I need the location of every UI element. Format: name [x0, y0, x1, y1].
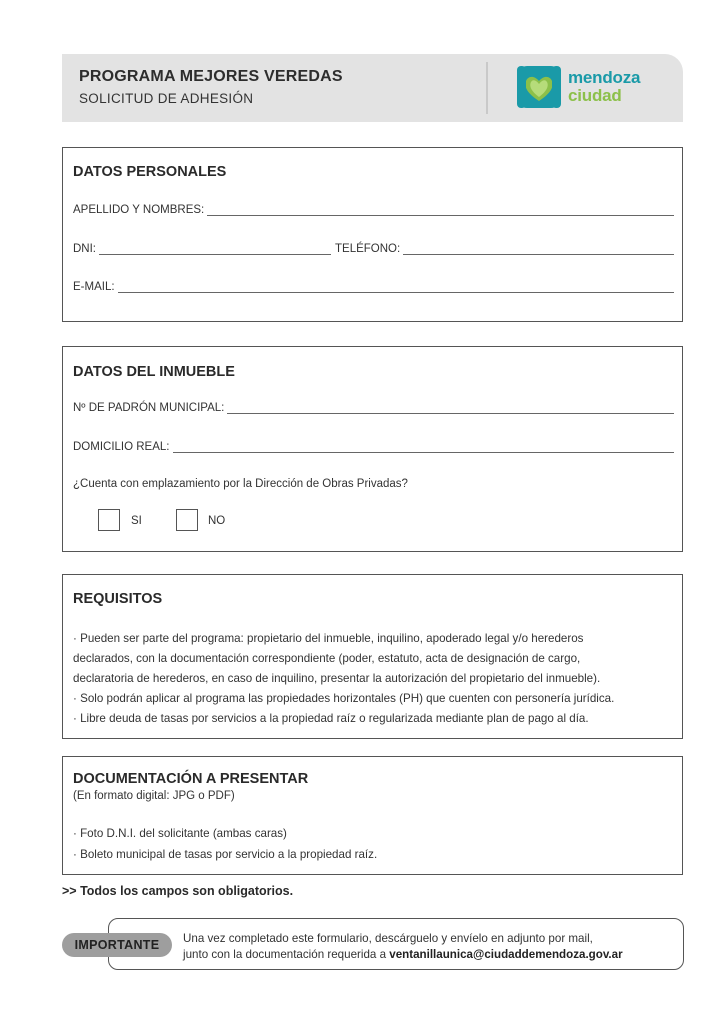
- address-input-line[interactable]: [173, 442, 675, 453]
- form-title: PROGRAMA MEJORES VEREDAS: [79, 68, 343, 85]
- padron-input-line[interactable]: [227, 403, 674, 414]
- mendoza-ciudad-logo: [515, 63, 655, 113]
- dni-label: DNI:: [73, 243, 96, 255]
- address-label: DOMICILIO REAL:: [73, 441, 170, 453]
- required-fields-note: >> Todos los campos son obligatorios.: [62, 884, 294, 898]
- requirement-line: · Solo podrán aplicar al programa las propiedades horizontales (PH) que cuenten con personería jurídica.: [73, 692, 615, 705]
- dni-phone-row: [73, 239, 674, 255]
- name-field: [73, 200, 674, 216]
- requirements-text: [73, 629, 674, 729]
- document-item: · Boleto municipal de tasas por servicio a la propiedad raíz.: [73, 848, 378, 861]
- padron-label: Nº DE PADRÓN MUNICIPAL:: [73, 402, 225, 414]
- name-input-line[interactable]: [207, 205, 674, 216]
- documents-format-note: (En formato digital: JPG o PDF): [73, 790, 235, 802]
- dni-input-line[interactable]: [99, 244, 331, 255]
- requirement-line: · Libre deuda de tasas por servicios a la propiedad raíz o regularizada mediante plan de pago al día.: [73, 712, 589, 725]
- important-line-1: Una vez completado este formulario, descárguelo y envíelo en adjunto por mail,: [183, 932, 593, 945]
- contact-email-link[interactable]: ventanillaunica@ciudaddemendoza.gov.ar: [389, 948, 623, 961]
- yes-checkbox[interactable]: [98, 509, 120, 531]
- yes-label: SI: [131, 515, 142, 527]
- logo-text-mendoza: mendoza: [568, 68, 641, 87]
- documents-section-title: DOCUMENTACIÓN A PRESENTAR: [73, 771, 309, 787]
- phone-label: TELÉFONO:: [335, 243, 401, 255]
- documents-list: [73, 823, 377, 865]
- email-field: [73, 277, 674, 293]
- important-notice-text: [183, 931, 623, 963]
- obras-privadas-question: ¿Cuenta con emplazamiento por la Dirección de Obras Privadas?: [73, 478, 408, 490]
- property-section-title: DATOS DEL INMUEBLE: [73, 364, 235, 380]
- email-label: E-MAIL:: [73, 281, 115, 293]
- important-line-2: [183, 947, 623, 963]
- logo-text-ciudad: ciudad: [568, 86, 622, 105]
- header-divider: [486, 62, 488, 114]
- requirement-line: · Pueden ser parte del programa: propietario del inmueble, inquilino, apoderado legal y/o herederos: [73, 632, 584, 645]
- important-badge: IMPORTANTE: [62, 933, 172, 957]
- name-label: APELLIDO Y NOMBRES:: [73, 204, 205, 216]
- padron-field: [73, 398, 674, 414]
- requirements-section: [62, 574, 683, 739]
- important-line-2-prefix: junto con la documentación requerida a: [183, 948, 390, 961]
- requirement-line: declaratoria de herederos, en caso de inquilino, presentar la autorización del propietario del inmueble).: [73, 672, 601, 685]
- form-header: [62, 54, 683, 122]
- requirement-line: declarados, con la documentación correspondiente (poder, estatuto, acta de designación de cargo,: [73, 652, 581, 665]
- no-checkbox[interactable]: [176, 509, 198, 531]
- address-field: [73, 437, 674, 453]
- personal-data-section: [62, 147, 683, 322]
- documents-section: [62, 756, 683, 875]
- document-item: · Foto D.N.I. del solicitante (ambas caras): [73, 827, 287, 840]
- personal-section-title: DATOS PERSONALES: [73, 164, 227, 180]
- form-subtitle: SOLICITUD DE ADHESIÓN: [79, 91, 254, 106]
- phone-input-line[interactable]: [403, 244, 674, 255]
- no-label: NO: [208, 515, 226, 527]
- email-input-line[interactable]: [118, 282, 674, 293]
- requirements-section-title: REQUISITOS: [73, 591, 163, 607]
- property-data-section: [62, 346, 683, 552]
- heart-logo-icon: [515, 63, 563, 111]
